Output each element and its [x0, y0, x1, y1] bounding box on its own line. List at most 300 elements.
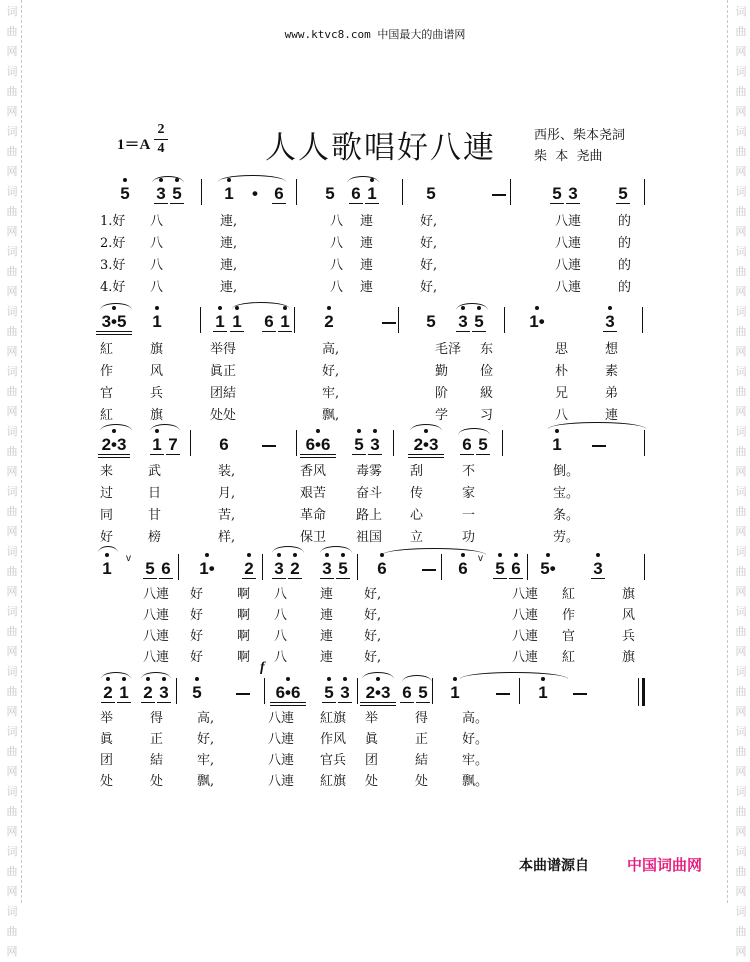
watermark-char: 曲	[6, 265, 18, 278]
watermark-block	[4, 422, 20, 482]
watermark-char: 网	[735, 165, 747, 178]
sustain-dash	[382, 322, 396, 324]
watermark-char: 网	[735, 105, 747, 118]
lyric-text: 八連	[143, 650, 170, 665]
watermark-char: 曲	[735, 925, 747, 938]
jianpu-note: 2	[322, 313, 336, 331]
lyric-text: 好,	[364, 650, 382, 665]
lyric-text: 八連	[512, 629, 539, 644]
jianpu-note: 5	[426, 184, 436, 203]
watermark-block	[4, 662, 20, 722]
lyric-text: 八	[150, 258, 164, 273]
watermark-char: 词	[735, 785, 747, 798]
watermark-char: 词	[735, 665, 747, 678]
watermark-char: 网	[6, 165, 18, 178]
lyric-text: 得	[150, 711, 164, 726]
watermark-char: 曲	[6, 925, 18, 938]
watermark-char: 词	[735, 485, 747, 498]
lyric-text: 风	[622, 608, 636, 623]
lyric-text: 正	[150, 732, 164, 747]
lyric-text: 紅旗	[320, 711, 347, 726]
lyric-text: 日	[148, 486, 162, 501]
lyric-text: 刮	[410, 464, 424, 479]
bar-line	[504, 307, 505, 333]
watermark-char: 词	[735, 65, 747, 78]
watermark-char: 网	[735, 585, 747, 598]
lyric-text: 心	[410, 508, 424, 523]
jianpu-note: 2	[101, 684, 115, 703]
lyric-text: 啊	[237, 608, 251, 623]
lyric-text: 啊	[237, 650, 251, 665]
jianpu-note: 3	[320, 560, 334, 579]
jianpu-note: 3•5	[96, 313, 132, 335]
watermark-char: 网	[735, 225, 747, 238]
jianpu-note: 2•3	[98, 436, 130, 458]
bar-line	[296, 430, 297, 456]
watermark-char: 网	[6, 345, 18, 358]
jianpu-note: 1	[117, 684, 131, 703]
time-signature	[154, 122, 168, 157]
dynamic-forte: f	[260, 660, 265, 675]
lyric-text: 好,	[420, 236, 438, 251]
watermark-char: 网	[6, 105, 18, 118]
jianpu-note: 1•	[524, 313, 550, 331]
bar-line	[393, 430, 394, 456]
watermark-block	[733, 902, 749, 962]
lyric-text: 劳。	[553, 530, 580, 545]
lyric-text: 勤	[435, 364, 449, 379]
lyric-text: 官兵	[320, 753, 347, 768]
lyric-text: 八	[330, 214, 344, 229]
bar-line	[644, 179, 645, 205]
lyric-text: 的	[618, 280, 632, 295]
lyric-text: 举	[100, 711, 114, 726]
jianpu-note: 7	[166, 436, 180, 455]
slur-arc	[152, 176, 184, 183]
watermark-char: 曲	[735, 385, 747, 398]
watermark-block	[4, 302, 20, 362]
lyric-text: 功	[462, 530, 476, 545]
slur-arc	[460, 672, 568, 679]
lyric-text: 苦,	[218, 508, 236, 523]
watermark-char: 网	[735, 405, 747, 418]
site-header	[0, 26, 750, 42]
jianpu-note: 5	[322, 684, 336, 703]
bar-line	[527, 554, 528, 580]
watermark-block	[733, 122, 749, 182]
watermark-char: 曲	[6, 745, 18, 758]
lyric-text: 举	[365, 711, 379, 726]
watermark-char: 网	[6, 45, 18, 58]
slur-arc	[100, 303, 132, 310]
lyric-text: 好	[190, 650, 204, 665]
watermark-char: 词	[6, 905, 18, 918]
breath-mark: v	[478, 553, 483, 564]
sustain-dash	[236, 693, 250, 695]
lyric-text: 倒。	[553, 464, 580, 479]
watermark-char: 网	[6, 885, 18, 898]
slur-arc	[232, 302, 290, 309]
watermark-char: 网	[735, 345, 747, 358]
lyric-text: 学	[435, 408, 449, 423]
watermark-char: 曲	[735, 145, 747, 158]
lyric-text: 好	[190, 587, 204, 602]
lyric-text: 結	[415, 753, 429, 768]
watermark-char: 词	[735, 185, 747, 198]
watermark-block	[733, 182, 749, 242]
lyric-text: 3.好	[100, 258, 126, 273]
watermark-block	[733, 62, 749, 122]
watermark-char: 网	[6, 465, 18, 478]
lyric-text: 2.好	[100, 236, 126, 251]
lyric-text: 好,	[420, 214, 438, 229]
watermark-char: 网	[735, 825, 747, 838]
lyric-text: 八連	[555, 280, 582, 295]
lyric-text: 八連	[512, 587, 539, 602]
watermark-block	[4, 842, 20, 902]
watermark-block	[733, 782, 749, 842]
bar-line	[402, 179, 403, 205]
watermark-block	[733, 662, 749, 722]
lyric-text: 八連	[143, 629, 170, 644]
jianpu-note: 5	[416, 684, 430, 703]
lyric-text: 好,	[420, 280, 438, 295]
watermark-block	[4, 542, 20, 602]
watermark-char: 曲	[6, 385, 18, 398]
bar-line	[357, 554, 358, 580]
lyric-text: 好,	[364, 608, 382, 623]
slur-arc	[402, 675, 432, 682]
watermark-block	[4, 722, 20, 782]
lyric-text: 一	[462, 508, 476, 523]
watermark-char: 词	[6, 305, 18, 318]
watermark-char: 网	[6, 285, 18, 298]
lyric-text: 八	[330, 280, 344, 295]
lyric-text: 牢,	[197, 753, 215, 768]
watermark-char: 词	[735, 305, 747, 318]
bar-line	[200, 307, 201, 333]
jianpu-note: 5	[325, 184, 335, 203]
lyric-text: 兵	[150, 386, 164, 401]
watermark-char: 曲	[6, 85, 18, 98]
sustain-dash	[573, 693, 587, 695]
jianpu-note: 5	[550, 185, 564, 204]
watermark-char: 词	[6, 665, 18, 678]
lyric-text: 立	[410, 530, 424, 545]
watermark-char: 词	[735, 5, 747, 18]
lyric-text: 武	[148, 464, 162, 479]
fraction-bar	[154, 139, 168, 140]
right-dashed-rail	[727, 0, 729, 903]
lyric-text: 团	[365, 753, 379, 768]
watermark-char: 网	[735, 705, 747, 718]
jianpu-note: 5	[143, 560, 157, 579]
bar-line	[178, 554, 179, 580]
song-title: 人人歌唱好八連	[265, 130, 496, 166]
lyric-text: 团結	[210, 386, 237, 401]
lyric-text: 官	[100, 386, 114, 401]
final-barline	[638, 678, 645, 706]
jianpu-note: 5	[190, 684, 204, 702]
lyric-text: 作	[100, 364, 114, 379]
lyric-text: 旗	[622, 650, 636, 665]
lyric-text: 連	[320, 650, 334, 665]
lyric-text: 紅	[562, 650, 576, 665]
lyric-text: 八	[150, 214, 164, 229]
lyric-text: 传	[410, 486, 424, 501]
watermark-char: 曲	[6, 445, 18, 458]
bar-line	[510, 179, 511, 205]
bar-line	[642, 307, 643, 333]
jianpu-note: 3	[272, 560, 286, 579]
watermark-char: 曲	[6, 805, 18, 818]
watermark-char: 曲	[735, 565, 747, 578]
slur-arc	[101, 672, 131, 679]
lyric-text: 牢,	[322, 386, 340, 401]
jianpu-note: 5	[616, 185, 630, 204]
breath-mark: v	[126, 553, 131, 564]
lyric-text: 八連	[512, 608, 539, 623]
slur-arc	[141, 672, 171, 679]
lyric-text: 飘,	[197, 774, 215, 789]
lyric-text: 祖国	[356, 530, 383, 545]
watermark-char: 曲	[735, 265, 747, 278]
lyric-text: 飘,	[322, 408, 340, 423]
watermark-block	[4, 122, 20, 182]
watermark-char: 曲	[6, 25, 18, 38]
lyric-text: 朴	[555, 364, 569, 379]
watermark-char: 曲	[6, 145, 18, 158]
lyric-text: 好	[190, 608, 204, 623]
lyric-text: 路上	[356, 508, 383, 523]
source-label: 本曲谱源自	[519, 858, 589, 874]
watermark-block	[4, 902, 20, 962]
lyric-text: 八連	[143, 587, 170, 602]
watermark-char: 网	[735, 45, 747, 58]
lyric-text: 东	[480, 342, 494, 357]
lyric-text: 連,	[220, 214, 238, 229]
left-dashed-rail	[21, 0, 23, 903]
jianpu-note: 5	[336, 560, 350, 579]
jianpu-note: 3	[591, 560, 605, 579]
watermark-char: 网	[6, 705, 18, 718]
watermark-char: 词	[735, 905, 747, 918]
lyric-text: 不	[462, 464, 476, 479]
slur-arc	[382, 548, 486, 555]
sustain-dash	[262, 445, 276, 447]
jianpu-note: 3	[566, 185, 580, 204]
jianpu-note: 2•3	[408, 436, 444, 458]
lyric-text: 連	[320, 608, 334, 623]
jianpu-note: 6	[460, 436, 474, 455]
watermark-char: 网	[735, 285, 747, 298]
lyric-text: 紅	[100, 342, 114, 357]
jianpu-note: 1	[100, 560, 114, 578]
lyric-text: 旗	[150, 408, 164, 423]
jianpu-note: 6	[456, 560, 470, 578]
source-site-link[interactable]: 中国词曲网	[627, 856, 703, 874]
lyric-text: 奋斗	[356, 486, 383, 501]
watermark-char: 词	[6, 425, 18, 438]
watermark-char: 网	[6, 645, 18, 658]
watermark-block	[4, 62, 20, 122]
lyric-text: 条。	[553, 508, 580, 523]
bar-line	[294, 307, 295, 333]
watermark-char: 词	[735, 245, 747, 258]
slur-arc	[548, 422, 646, 429]
watermark-char: 网	[6, 765, 18, 778]
jianpu-note: 5	[352, 436, 366, 455]
key-signature: 1＝A	[117, 137, 151, 153]
lyric-text: 好,	[197, 732, 215, 747]
jianpu-note: 3	[368, 436, 382, 455]
watermark-char: 曲	[735, 685, 747, 698]
slur-arc	[347, 176, 379, 183]
watermark-char: 曲	[735, 505, 747, 518]
watermark-char: 网	[735, 465, 747, 478]
jianpu-note: 6	[375, 560, 389, 578]
watermark-char: 词	[6, 5, 18, 18]
lyric-text: 級	[480, 386, 494, 401]
lyric-text: 八連	[555, 214, 582, 229]
watermark-char: 词	[6, 545, 18, 558]
lyric-text: 榜	[148, 530, 162, 545]
watermark-char: 词	[6, 485, 18, 498]
lyric-text: 弟	[605, 386, 619, 401]
lyric-text: 旗	[150, 342, 164, 357]
watermark-char: 词	[735, 545, 747, 558]
lyric-text: 1.好	[100, 214, 126, 229]
lyric-text: 革命	[300, 508, 327, 523]
watermark-char: 网	[735, 885, 747, 898]
slur-arc	[98, 546, 118, 553]
watermark-char: 曲	[735, 865, 747, 878]
lyric-text: 毒雾	[356, 464, 383, 479]
bar-line	[201, 179, 202, 205]
lyric-text: 連	[320, 629, 334, 644]
watermark-char: 词	[735, 845, 747, 858]
lyric-text: 处	[415, 774, 429, 789]
lyric-text: 风	[150, 364, 164, 379]
slur-arc	[150, 424, 180, 431]
lyric-text: 眞	[100, 732, 114, 747]
lyricist: 西彤、柴本尧詞	[534, 128, 626, 143]
sustain-dash	[592, 445, 606, 447]
lyric-text: 保卫	[300, 530, 327, 545]
lyric-text: 素	[605, 364, 619, 379]
jianpu-note: 6	[159, 560, 173, 579]
watermark-block	[733, 542, 749, 602]
jianpu-note: 1	[536, 684, 550, 702]
watermark-block	[733, 302, 749, 362]
slur-arc	[362, 672, 394, 679]
lyric-text: 紅旗	[320, 774, 347, 789]
lyric-text: 啊	[237, 629, 251, 644]
watermark-char: 词	[6, 125, 18, 138]
sustain-dash	[422, 569, 436, 571]
watermark-char: 网	[735, 945, 747, 958]
watermark-char: 词	[6, 245, 18, 258]
watermark-char: 网	[6, 945, 18, 958]
lyric-text: 啊	[237, 587, 251, 602]
jianpu-note: 6	[219, 435, 229, 454]
jianpu-note: 5	[493, 560, 507, 579]
jianpu-note: 6•6	[300, 436, 336, 458]
lyric-text: 月,	[218, 486, 236, 501]
jianpu-note: 5	[426, 312, 436, 331]
lyric-text: 处	[100, 774, 114, 789]
watermark-char: 曲	[6, 865, 18, 878]
lyric-text: 好,	[364, 587, 382, 602]
lyric-text: 习	[480, 408, 494, 423]
jianpu-note: 1	[278, 313, 292, 332]
watermark-char: 曲	[735, 25, 747, 38]
lyric-text: 样,	[218, 530, 236, 545]
slur-arc	[456, 303, 488, 310]
bar-line	[357, 678, 358, 704]
lyric-text: 家	[462, 486, 476, 501]
lyric-text: 兵	[622, 629, 636, 644]
watermark-block	[4, 482, 20, 542]
watermark-char: 曲	[735, 205, 747, 218]
lyric-text: 八連	[268, 774, 295, 789]
lyric-text: 的	[618, 214, 632, 229]
sustain-dash	[496, 693, 510, 695]
watermark-block	[733, 422, 749, 482]
lyric-text: 眞正	[210, 364, 237, 379]
lyric-text: 处	[365, 774, 379, 789]
lyric-text: 处处	[210, 408, 237, 423]
lyric-text: 俭	[480, 364, 494, 379]
jianpu-note: 1	[150, 436, 164, 455]
site-url[interactable]: www.ktvc8.com	[284, 28, 371, 41]
composer: 柴 本 尧曲	[534, 149, 603, 164]
lyric-text: 八連	[555, 236, 582, 251]
bar-line	[264, 678, 265, 704]
watermark-block	[733, 602, 749, 662]
lyric-text: 八連	[143, 608, 170, 623]
lyric-text: 阶	[435, 386, 449, 401]
bar-line	[398, 307, 399, 333]
lyric-text: 八連	[512, 650, 539, 665]
lyric-text: 艰苦	[300, 486, 327, 501]
lyric-text: 好,	[364, 629, 382, 644]
lyric-text: 4.好	[100, 280, 126, 295]
bar-line	[441, 554, 442, 580]
lyric-text: 得	[415, 711, 429, 726]
lyric-text: 紅	[562, 587, 576, 602]
slur-arc	[458, 428, 490, 435]
watermark-char: 曲	[735, 325, 747, 338]
jianpu-note: 1	[365, 185, 379, 204]
lyric-text: 連,	[220, 280, 238, 295]
lyric-text: 作风	[320, 732, 347, 747]
watermark-block	[733, 482, 749, 542]
watermark-char: 词	[735, 125, 747, 138]
lyric-text: 好,	[420, 258, 438, 273]
watermark-char: 词	[6, 785, 18, 798]
jianpu-note: 3	[456, 313, 470, 332]
watermark-char: 网	[6, 585, 18, 598]
lyric-text: 好,	[322, 364, 340, 379]
lyric-text: 連	[360, 258, 374, 273]
jianpu-note: 1	[150, 313, 164, 331]
lyric-text: 过	[100, 486, 114, 501]
watermark-char: 网	[735, 525, 747, 538]
lyric-text: 高,	[197, 711, 215, 726]
lyric-text: 思	[555, 342, 569, 357]
lyric-text: 八	[274, 629, 288, 644]
